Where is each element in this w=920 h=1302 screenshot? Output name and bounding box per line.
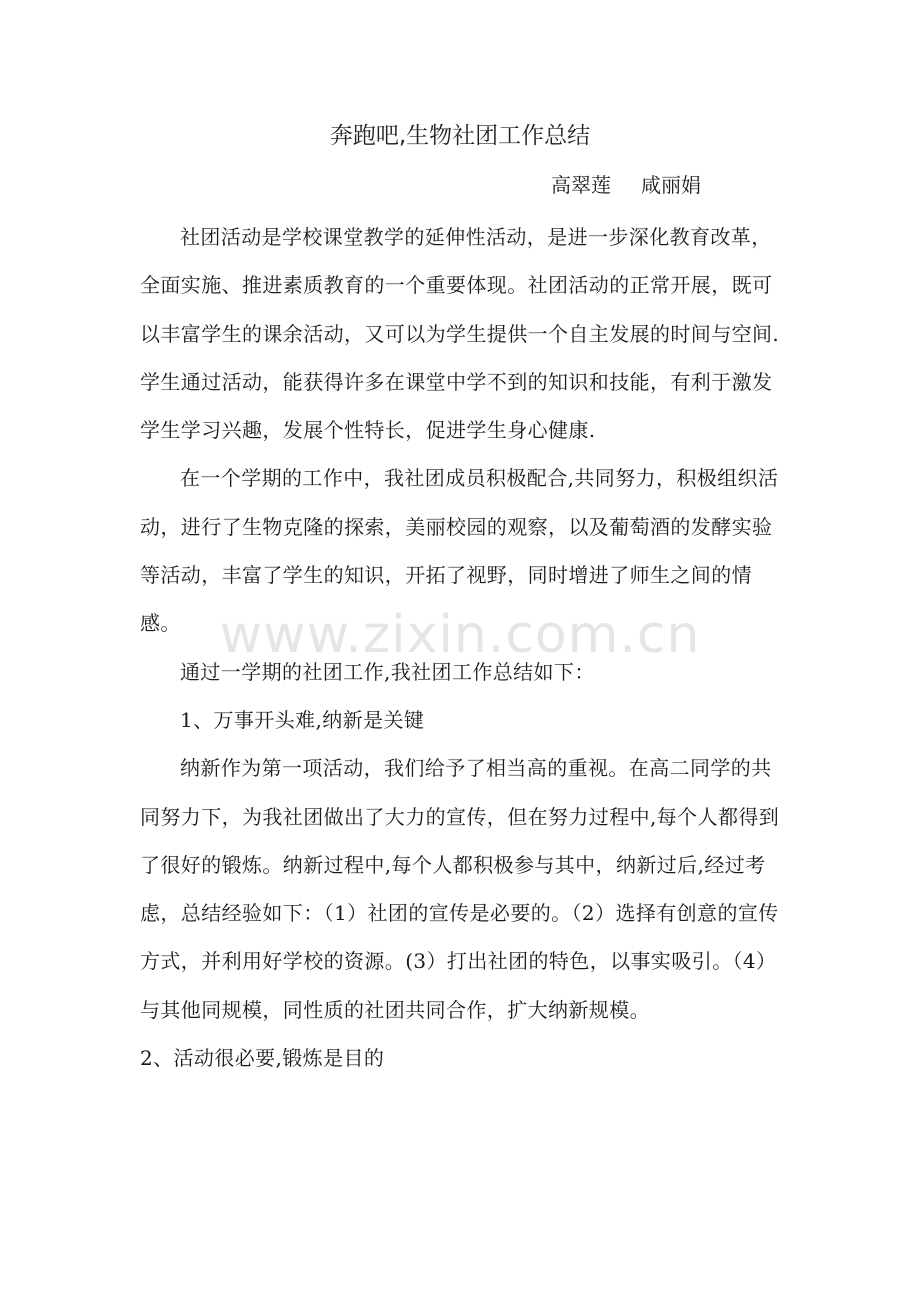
document-title: 奔跑吧,生物社团工作总结 [329,123,591,149]
author-name: 高翠莲 [551,173,611,197]
section-heading: 2、活动很必要,锻炼是目的 [140,1046,385,1071]
paragraph: 在一个学期的工作中，我社团成员积极配合,共同努力，积极组织活动，进行了生物克隆的探索，美丽校园的观察，以及葡萄酒的发酵实验等活动，丰富了学生的知识，开拓了视野，同时增进了师生之间的情感。 [140,466,779,636]
document-body [140,213,785,1082]
paragraph: 社团活动是学校课堂教学的延伸性活动，是进一步深化教育改革，全面实施、推进素质教育的一个重要体现。社团活动的正常开展，既可以丰富学生的课余活动，又可以为学生提供一个自主发展的时间与空间.学生通过活动，能获得许多在课堂中学不到的知识和技能，有利于激发学生学习兴趣，发展个性特长，促进学生身心健康. [140,225,780,443]
author-name: 咸丽娟 [641,173,701,197]
paragraph: 通过一学期的社团工作,我社团工作总结如下： [180,659,595,684]
section-heading: 1、万事开头难,纳新是关键 [180,707,425,732]
watermark: www.zixin.com.cn [219,605,701,665]
author-line [551,170,701,200]
paragraph: 纳新作为第一项活动，我们给予了相当高的重视。在高二同学的共同努力下，为我社团做出了大力的宣传，但在努力过程中,每个人都得到了很好的锻炼。纳新过程中,每个人都积极参与其中，纳新过后,经过考虑，总结经验如下：（1）社团的宣传是必要的。（2）选择有创意的宣传方式，并利用好学校的资源。(3）打出社团的特色，以事实吸引。（4）与其他同规模，同性质的社团共同合作，扩大纳新规模。 [140,756,780,1022]
